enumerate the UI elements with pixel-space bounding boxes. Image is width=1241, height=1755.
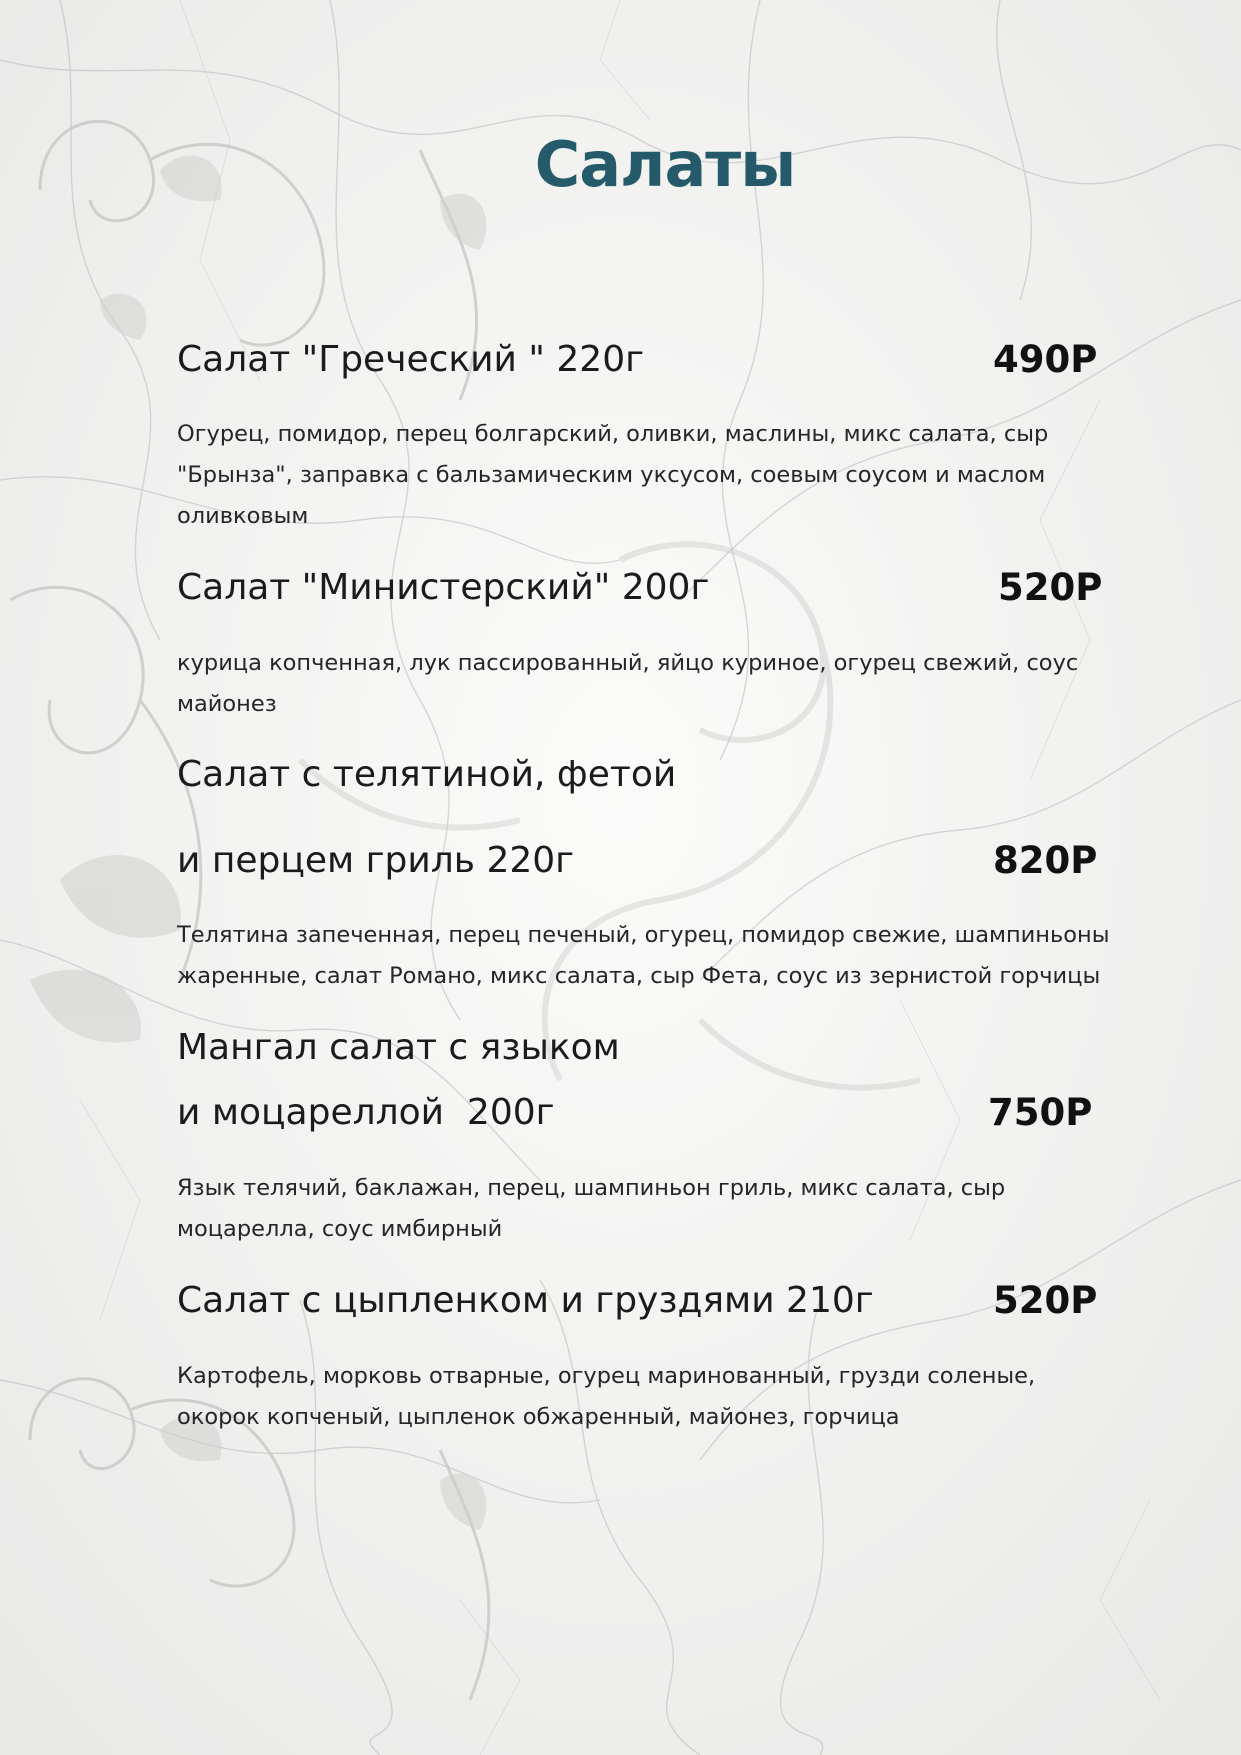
- dish-price: 820Р: [993, 839, 1098, 882]
- dish-price: 520Р: [998, 566, 1103, 609]
- dish-name: Салат "Греческий " 220г: [177, 339, 645, 380]
- dish-name-line2: и моцареллой 200г: [177, 1092, 555, 1133]
- dish-name: Салат с цыпленком и груздями 210г: [177, 1280, 874, 1321]
- dish-description: Телятина запеченная, перец печеный, огурец, помидор свежие, шампиньоны жаренные, салат Романо, микс салата, сыр Фета, соус из зернистой горчицы: [177, 922, 1110, 989]
- dish-name-line1: Салат с телятиной, фетой: [177, 754, 677, 795]
- dish-price: 750Р: [988, 1091, 1093, 1134]
- dish-price: 520Р: [993, 1279, 1098, 1322]
- dish-description: курица копченная, лук пассированный, яйцо куриное, огурец свежий, соус майонез: [177, 650, 1079, 717]
- dish-name-line2: и перцем гриль 220г: [177, 840, 575, 881]
- dish-description: Огурец, помидор, перец болгарский, оливки, маслины, микс салата, сыр "Брынза", заправка с бальзамическим уксусом, соевым соусом и маслом оливковым: [177, 421, 1049, 529]
- dish-description: Картофель, морковь отварные, огурец маринованный, грузди соленые, окорок копченый, цыпленок обжаренный, майонез, горчица: [177, 1363, 1036, 1430]
- menu-title: Салаты: [534, 128, 796, 201]
- dish-description: Язык телячий, баклажан, перец, шампиньон гриль, микс салата, сыр моцарелла, соус имбирный: [177, 1175, 1006, 1242]
- dish-name-line1: Мангал салат с языком: [177, 1027, 620, 1068]
- dish-price: 490Р: [993, 338, 1098, 381]
- dish-name: Салат "Министерский" 200г: [177, 567, 710, 608]
